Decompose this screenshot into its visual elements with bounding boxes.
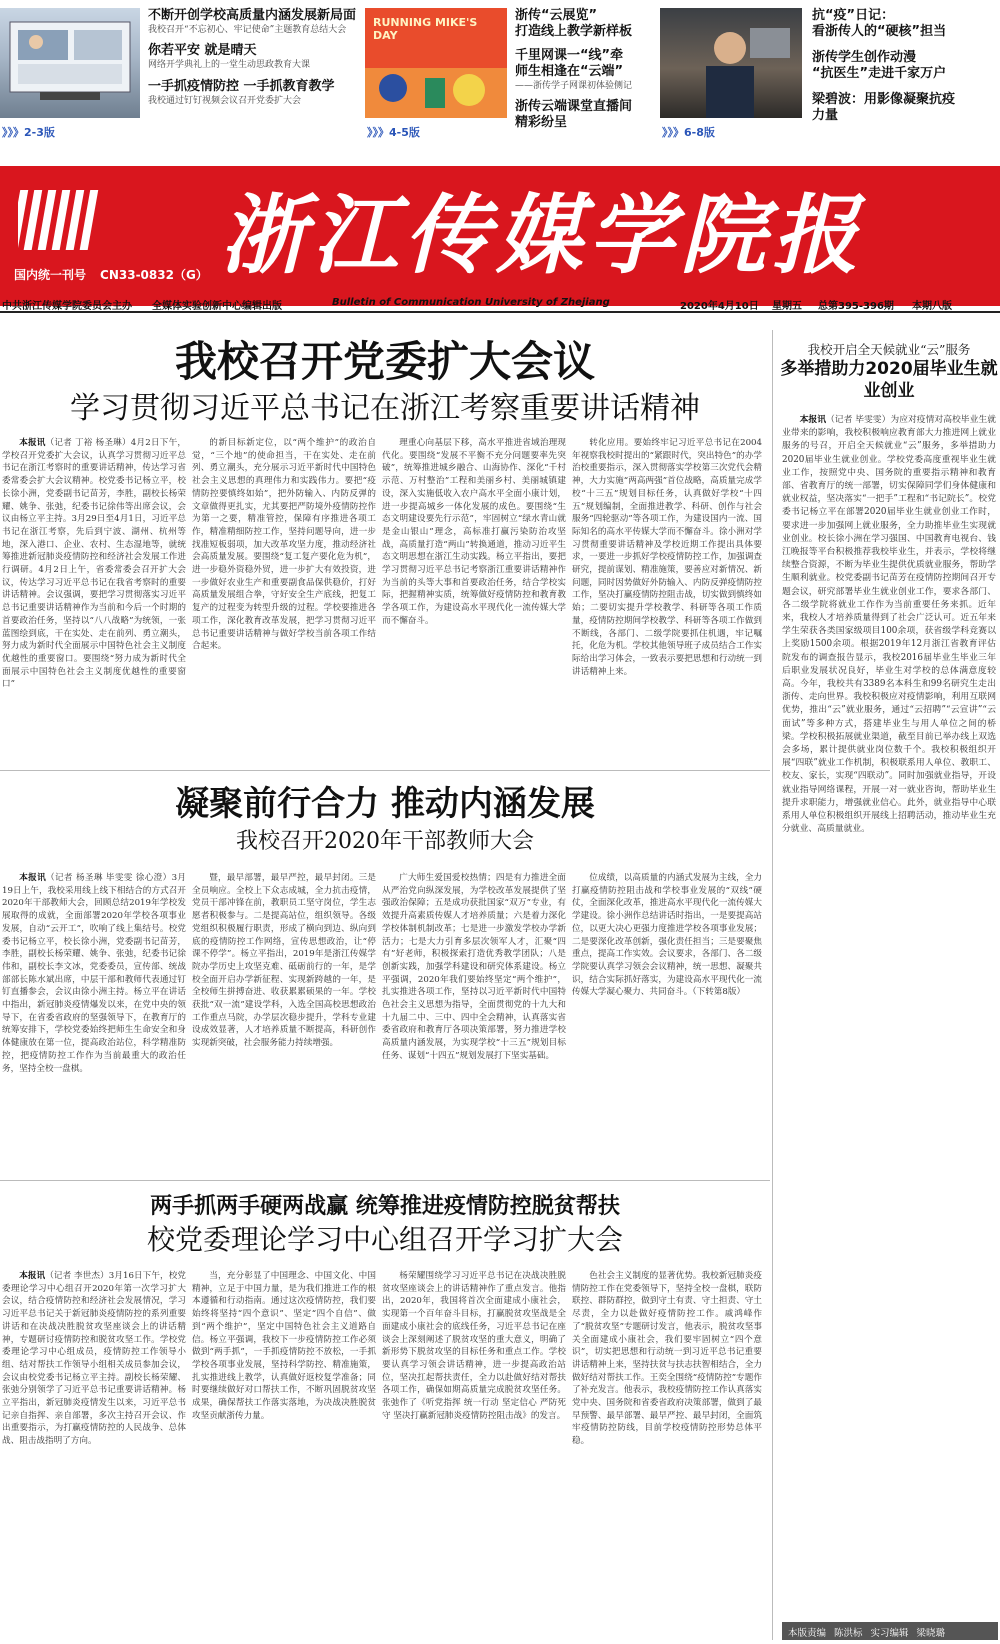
teaser-photo-online-meeting: [0, 8, 140, 118]
divider: [0, 770, 770, 771]
article2-col-2: [192, 872, 376, 1172]
article-text: 3月19日上午，我校采用线上线下相结合的方式召开2020年干部教师大会，回顾总结2019年学校发展取得的成就，全面部署2020年学校各项事业发展，自动“云开工”，吹响了线上集结号。校党委书记杨立平，校长徐小洲，党委副书记苗芳，李胜，副校长杨荣耀、姚争、张弛，纪委书记徐伟和，副校长李文冰，党委委员，宣传部、统战部部长陈水斌出席，中层干部和教师代表通过钉钉直播参会，会议由徐小洲主持。杨立平在讲话中指出，新冠肺炎疫情爆发以来，在党中央的领导下，在省委省政府的坚强领导下，在教育厅的统筹安排下，学校党委始终把师生生命安全和身体健康放在第一位，提高政治站位，科学精准防控，把疫情防控工作作为当前最重大的政治任务，坚持全校一盘棋。: [2, 873, 186, 1074]
article3-col-1: [2, 1270, 186, 1640]
reporter: （记者 丁裕 杨圣琳）: [45, 438, 131, 448]
teaser-texts: [148, 8, 356, 114]
weekday: 星期五: [772, 301, 802, 312]
article3-col-4: [572, 1270, 762, 1640]
article-text: 杨荣耀围绕学习习近平总书记在决战决胜脱贫攻坚座谈会上的讲话精神作了重点发言。他指出，2020年，我国将首次全面建成小康社会，实现第一个百年奋斗目标，打赢脱贫攻坚战是全面建成小康社会的底线任务，习近平总书记在座谈会上深刻阐述了脱贫攻坚的重大意义，明确了新形势下脱贫攻坚的目标任务和重点工作。学校要认真学习领会讲话精神，进一步提高政治站位，坚决扛起帮扶责任，全力以赴做好结对帮扶各项工作，确保如期高质量完成脱贫攻坚任务。张弛作了《听党指挥 统一行动 坚定信心 严防死守 坚决打赢新冠肺炎疫情防控阻击战》的发言。: [382, 1271, 566, 1421]
english-title: Bulletin of Communication University of Zhejiang: [332, 297, 610, 308]
teaser-texts: [812, 8, 996, 124]
editor-name: 陈洪标: [834, 1628, 863, 1639]
editor-label: 本版责编: [788, 1628, 827, 1639]
article2-col-3: [382, 872, 566, 1172]
teaser-title[interactable]: 浙传云端课堂直播间 精彩纷呈: [515, 99, 633, 130]
teaser-title[interactable]: 抗“疫”日记： 看浙传人的“硬核”担当: [812, 8, 947, 39]
teaser-block-2[interactable]: [365, 0, 660, 160]
article3-col-2: [192, 1270, 376, 1640]
byline: 本报讯: [19, 873, 47, 883]
article-text: 3月16日下午，校党委理论学习中心组召开2020年第一次学习扩大会议，结合疫情防控和经济社会发展情况，学习习近平总书记关于新冠肺炎疫情防控的系列重要讲话和在决战决胜脱贫攻坚座谈会上的讲话精神，专题研讨疫情防控和脱贫攻坚工作。学校党委理论学习中心组成员，疫情防控工作领导小组、结对帮扶工作领导小组相关成员参加会议，会议由校党委书记杨立平主持。副校长杨荣耀、张弛分别领学了习近平总书记重要讲话精神。杨立平指出，新冠肺炎疫情发生以来，习近平总书记亲自指挥、亲自部署，多次主持召开会议、作出重要指示，为打赢疫情防控的人民战争、总体战、阻击战指明了方向。: [2, 1271, 186, 1447]
page-footer: [782, 1622, 998, 1640]
newspaper-title: 浙江传媒学院报: [220, 185, 864, 286]
teaser-title[interactable]: 一手抓疫情防控 一手抓教育教学: [148, 79, 335, 94]
page-ref-link[interactable]: 》》》2-3版: [2, 126, 55, 139]
issue-date: 2020年4月10日: [680, 301, 759, 312]
article-text: 理重心向基层下移，高水平推进省域治理现代化。要围绕“发展不平衡不充分问题要率先突破”，统筹推进城乡融合、山海协作、深化“千村示范、万村整治”工程和美丽乡村、美丽城镇建设，深入实施低收入农户高水平全面小康计划，进一步提高城乡一体化发展的成色。要围绕“生态文明建设要先行示范”，牢固树立“绿水青山就是金山银山”理念，高标准打赢污染防治攻坚战，高质量打造“两山”转换通道，推动习近平生态文明思想在浙江生动实践。杨立平指出，要把学习贯彻习近平总书记考察浙江重要讲话精神作为当前的头等大事和首要政治任务，结合学校实际，把握精神实质，统筹做好疫情防控和教育教学各项工作，为建设高水平现代化一流传媒大学而不懈奋斗。: [382, 438, 566, 626]
teaser-photo-illustration: [365, 8, 507, 118]
teaser-block-1[interactable]: [0, 0, 360, 160]
teaser-subtitle: ——浙传学子网课初体验侧记: [515, 81, 633, 91]
article1-col-1: [2, 437, 186, 765]
teaser-title[interactable]: 千里网课一“线”牵 师生相逢在“云端”: [515, 48, 624, 79]
byline: 本报讯: [19, 1271, 46, 1281]
article2-col-1: [2, 872, 186, 1172]
photo-illustration: [0, 8, 140, 118]
intern-name: 梁晓璐: [916, 1628, 946, 1639]
teaser-photo-person: [660, 8, 802, 118]
article-text: 的新目标新定位，以“两个维护”的政治自觉，“三个地”的使命担当，干在实处、走在前列、勇立潮头，充分展示习近平新时代中国特色社会主义思想的真理伟力和实践伟力。要把“疫情防控要慎终如始”，把外防输入、内防反弹的文章做得更扎实，尤其要把严防境外疫情防控作为第一之要，精准管控，保障有序推进各项工作，精准精细防控工作，坚持问题导向，进一步找准短板弱项，加大改革攻坚力度，推动经济社会高质量发展。要围绕“复工复产要化危为机”，进一步稳外资稳外贸，进一步扩大有效投资，进一步做好农业生产和重要副食品保供稳价，打好高质量发展组合拳，守好安全生产底线，把复工复产的过程变为转型升级的过程。学校要推进各项工作，深化教育改革发展，把学习贯彻习近平总书记重要讲话精神与做好学校当前各项工作结合起来。: [192, 438, 376, 652]
teaser-title[interactable]: 你若平安 就是晴天: [148, 43, 257, 58]
page-ref-link[interactable]: 》》》6-8版: [662, 126, 715, 139]
article2-headline[interactable]: 凝聚前行合力 推动内涵发展: [175, 784, 595, 824]
sponsor-text: 中共浙江传媒学院委员会主办: [2, 301, 132, 312]
teaser-texts: [515, 8, 656, 131]
article3-col-3: [382, 1270, 566, 1640]
sidebar-headline[interactable]: 多举措助力2020届毕业生就业创业: [780, 359, 998, 401]
teaser-block-3[interactable]: [660, 0, 1000, 160]
article-text: 位成绩，以高质量的内涵式发展为主线，全力打赢疫情防控阻击战和学校事业发展的“双线”硬仗，全面深化改革，推进高水平现代化一流传媒大学建设。徐小洲作总结讲话时指出，一是要提高站位，以更大决心更强力度推进学校各项事业发展；二是要深化改革创新，强化责任担当；三是要聚焦重点，提高工作实效。会议要求，各部门、各二级学院要认真学习领会会议精神，统一思想、凝聚共识，结合实际抓好落实，为建设高水平现代化一流传媒大学凝心聚力、共同奋斗。（下转第8版）: [572, 873, 762, 998]
article1-subhead: 学习贯彻习近平总书记在浙江考察重要讲话精神: [70, 391, 700, 426]
article1-col-3: [382, 437, 566, 765]
issue-code: CN33-0832（G）: [100, 268, 208, 282]
photo-caption-text: RUNNING MIKE'S DAY: [373, 16, 478, 42]
editor-text: 全媒体实验创新中心编辑出版: [152, 301, 282, 312]
article-text: 色社会主义制度的显著优势。我校新冠肺炎疫情防控工作在党委领导下，坚持全校一盘棋，联防联控、群防群控，做到守土有责、守土担责、守土尽责，全力以赴做好疫情防控工作。戚鸿峰作了“脱贫攻坚”专题研讨发言，他表示，脱贫攻坚事关全面建成小康社会，我们要牢固树立“四个意识”，切实把思想和行动统一到习近平总书记重要讲话精神上来，坚持扶贫与扶志扶智相结合，全力做好结对帮扶工作。王奕全围绕“疫情防控”专题作了补充发言。他表示，我校疫情防控工作认真落实党中央、国务院和省委省政府决策部署，做到了最早预警、最早部署、最早严控、最早封闭，全面筑牢疫情防控防线，目前学校疫情防控形势总体平稳。: [572, 1271, 762, 1447]
photo-illustration: [660, 8, 802, 118]
byline: 本报讯: [19, 438, 46, 448]
article1-headline[interactable]: 我校召开党委扩大会议: [174, 337, 595, 386]
sidebar-body: [782, 414, 996, 1614]
page-ref-link[interactable]: 》》》4-5版: [367, 126, 420, 139]
teaser-title[interactable]: 浙传学生创作动漫 “抗医生”走进千家万户: [812, 50, 947, 81]
article2-col-4: [572, 872, 762, 1172]
issue-label: 国内统一刊号: [14, 268, 87, 282]
teaser-title[interactable]: 不断开创学校高质量内涵发展新局面: [148, 8, 357, 23]
article-text: 4月2日下午，学校召开党委扩大会议，认真学习贯彻习近平总书记在浙江考察时的重要讲话精神，传达学习省委常委会扩大会议精神。校党委书记杨立平，校长徐小洲，党委副书记苗芳，李胜，副校长杨荣耀、姚争、张弛，纪委书记徐伟等出席会议，会议由杨立平主持。3月29日至4月1日，习近平总书记在浙江考察，先后到宁波、湖州、杭州等地，深入港口、企业、农村、生态湿地等，就统筹推进新冠肺炎疫情防控和经济社会发展工作进行调研。4月2日上午，省委常委会召开扩大会议，传达学习习近平总书记在我省考察时的重要讲话精神。会议强调，要把学习贯彻落实习近平总书记重要讲话精神作为当前和今后一个时期的首要政治任务，坚持以“八八战略”为统领，一张蓝图绘到底，干在实处、走在前列、勇立潮头，努力成为新时代全面展示中国特色社会主义制度优越性的重要窗口。要围绕“努力成为新时代全面展示中国特色社会主义制度优越性的重要窗口”: [2, 438, 186, 690]
reporter: （记者 杨圣琳 毕雯雯 徐心澄）: [46, 873, 172, 883]
byline: 本报讯: [799, 415, 826, 425]
page-count: 本期八版: [912, 301, 952, 312]
issue-total: 总第395-396期: [818, 301, 894, 312]
divider: [0, 1180, 770, 1181]
article-text: 当，充分彰显了中国理念、中国文化、中国精神，立足于中国力量，是为我们推进工作的根本遵循和行动指南。通过这次疫情防控，我们要始终将坚持“四个意识”、坚定“四个自信”、做到“两个维护”，坚定中国特色社会主义道路自信。杨立平强调，我校下一步疫情防控工作必须做到“两手抓”，一手抓疫情防控不放松，一手抓学校各项事业发展，坚持科学防控、精准施策，扎实推进线上教学，认真做好返校复学准备；同时要继续做好对口帮扶工作，不断巩固脱贫攻坚成果，确保帮扶工作落实落地，为决战决胜脱贫攻坚贡献浙传力量。: [192, 1271, 376, 1421]
sidebar-kicker: 我校开启全天候就业“云”服务: [807, 342, 971, 357]
intern-label: 实习编辑: [870, 1628, 909, 1639]
masthead: [0, 166, 1000, 306]
article1-col-4: [572, 437, 762, 765]
reporter: （记者 李世杰）: [45, 1271, 109, 1281]
teaser-subtitle: 我校通过钉钉视频会议召开党委扩大会: [148, 96, 302, 106]
teaser-subtitle: 网络开学典礼上的一堂生动思政教育大课: [148, 60, 311, 70]
issue-number: [14, 266, 222, 283]
teaser-title[interactable]: 浙传“云展览” 打造线上教学新样板: [515, 8, 633, 39]
sidebar-divider: [772, 330, 773, 1640]
article-text: 转化应用。要始终牢记习近平总书记在2004年视察我校时提出的“紧跟时代，突出特色”的办学治校重要指示，深入贯彻落实学校第三次党代会精神，大力实施“两高两强”首位战略，高质量完成学校“十三五”规划目标任务，认真做好学校“十四五”规划编制，全面推进教学、科研、创作与社会服务“四轮驱动”等各项工作，为建设国内一流、国际知名的高水平传媒大学而不懈奋斗。徐小洲对学习贯彻重要讲话精神及学校近期工作提出具体要求，一要进一步抓好学校疫情防控工作，加强调查研究，提前谋划、精准施策，要善应对新情况、新问题，同时因势做好外防输入、内防反弹疫情防控工作，坚决打赢疫情防控阻击战，切实做到慎终如始；二要切实提升学校教学、科研等各项工作质量，疫情防控期间学校教学、科研等各项工作做到不断线，各部门、二级学院要抓住机遇，牢记嘱托，化危为机。学校其他领导班子成员结合工作实际给出学习体会，一致表示要把思想和行动统一到讲话精神上来。: [572, 438, 762, 677]
article3-headline[interactable]: 两手抓两手硬两战赢 统筹推进疫情防控脱贫帮扶: [150, 1194, 620, 1219]
article3-subhead: 校党委理论学习中心组召开学习扩大会: [146, 1223, 623, 1256]
article-text: 暨，最早部署，最早严控，最早封闭。三是全员响应。全校上下众志成城，全力抗击疫情，党员干部冲锋在前，教职员工坚守岗位，学生志愿者积极参与。二是提高站位，组织领导。各级党组织积极履行职责，形成了横向到边、纵向到底的疫情防控工作网络，宣传思想政治，让“停课不停学”。杨立平指出，2019年是浙江传媒学院办学历史上攻坚克难、砥砺前行的一年，是学校全面开启办学新征程、实现新跨越的一年，是全校师生拼搏奋进、收获累累硕果的一年。学校获批“双一流”建设学科，入选全国高校思想政治工作重点马院，办学层次稳步提升，学科专业建设成效显著，人才培养质量不断提高，科研创作实现新突破，社会服务能力持续增强。: [192, 873, 376, 1049]
info-bar: [0, 293, 1000, 313]
teaser-title[interactable]: 梁碧波：用影像凝聚抗疫 力量: [812, 92, 956, 123]
article1-col-2: [192, 437, 376, 765]
article-text: 广大师生爱国爱校热情；四是有力推进全面从严治党向纵深发展，为学校改革发展提供了坚强政治保障；五是成功获批国家“双万”专业，有效提升高素质传媒人才培养质量；六是着力深化学校体制机制改革；七是进一步激发学校办学新活力；七是大力引育多层次领军人才，汇聚“四有”好老师，积极探索打造优秀教学团队；八是创新实践，加强学科建设和研究体系建设。杨立平强调，2020年我们要始终坚定“两个维护”，扎实推进各项工作，坚持以习近平新时代中国特色社会主义思想为指导，全面贯彻党的十九大和十九届二中、三中、四中全会精神，认真落实省委省政府和教育厅各项决策部署，努力推进学校高质量内涵发展，为实现学校“十三五”规划目标任务、谋划“十四五”规划发展打下坚实基础。: [382, 873, 566, 1061]
reporter: （记者 毕雯雯）: [826, 415, 891, 425]
teaser-subtitle: 我校召开“不忘初心、牢记使命”主题教育总结大会: [148, 25, 347, 35]
article-text: 为应对疫情对高校毕业生就业带来的影响，我校积极响应教育部大力推进网上就业服务的号召，开启全天候就业“云”服务，多举措助力2020届毕业生就业创业。学校党委高度重视毕业生就业工作，按照党中央、国务院的重要指示精神和教育部、省教育厅的统一部署，切实保障同学们身体健康和就业权益，坚决落实“一把手”工程和“书记院长”。校党委书记杨立平在部署2020届毕业生就业创业工作时，要求进一步加强网上就业服务，全力助推毕业生实现就业创业。校长徐小洲在学习强国、中国教育电视台、钱江晚报等平台积极推荐我校毕业生，并表示，学校将继续整合资源，不断为毕业生提供优质就业服务，帮助学生顺利就业。校党委副书记苗芳在疫情防控期间召开专题会议，研究部署毕业生就业创业工作，要求各部门、各二级学院将就业工作作为当前重要任务来抓。近年来，我校人才培养质量得到了社会广泛认可。近五年来学生荣获各类国家级项目100余项，获省级学科竞赛以上奖励1500余项。根据2019年12月浙江省教育评估院发布的调查报告显示，我校2016届毕业生毕业三年后职业发展状况良好，毕业生对学校的总体满意度较高。今年，我校共有3389名本科生和99名研究生走出浙传、走向世界。我校积极应对疫情影响，利用互联网优势，推出“云”就业服务，通过“云招聘”“云宣讲”“云面试”等多种方式，搭建毕业生与用人单位之间的桥梁。学校积极拓展就业渠道，截至目前已举办线上双选会多场，累计提供就业岗位数千个。我校积极组织开展“四联”就业工作机制，积极联系用人单位、教职工、校友、家长，实现“四联动”。同时加强就业指导，开设就业指导网络课程，开展一对一就业咨询，帮助毕业生提升求职能力，增强就业信心。此外，就业指导中心联系用人单位积极组织开展线上招聘活动，推动毕业生充分就业、高质量就业。: [782, 415, 996, 835]
article2-subhead: 我校召开2020年干部教师大会: [236, 829, 534, 854]
